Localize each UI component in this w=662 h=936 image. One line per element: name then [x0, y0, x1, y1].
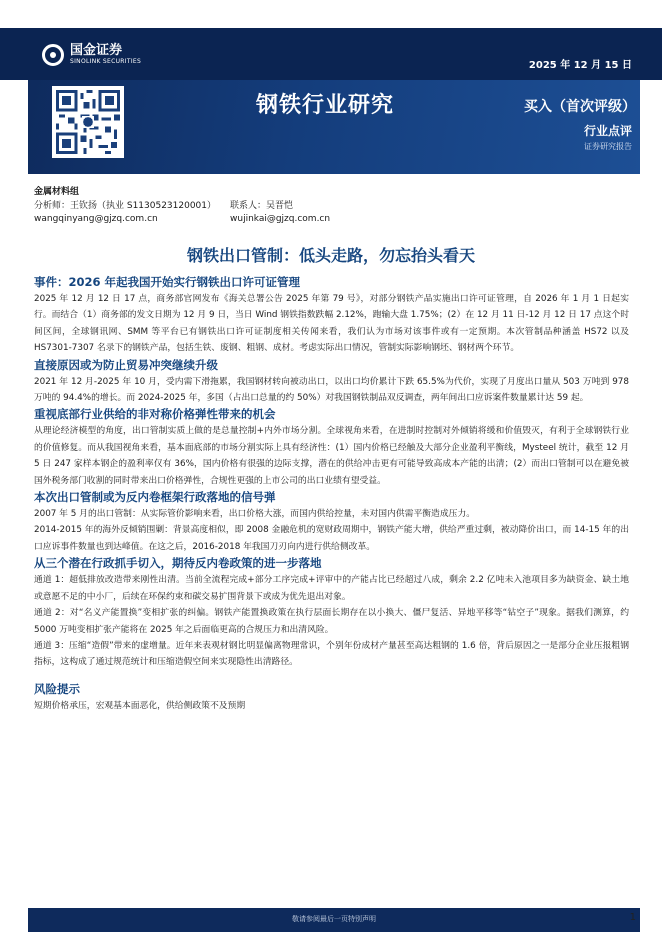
section-heading: 事件：2026 年起我国开始实行钢铁出口许可证管理 [34, 275, 301, 289]
section-heading: 直接原因或为防止贸易冲突继续升级 [34, 357, 218, 372]
logo-circle-icon [42, 44, 64, 66]
department: 金属材料组 [34, 187, 80, 197]
page-number: 1 [629, 912, 636, 923]
section-paragraph: 通道 2：对“名义产能置换”变相扩张的纠偏。钢铁产能置换政策在执行层面长期存在以小换大、僵尸复活、异地平移等“钻空子”现象。据我们测算，约 5000 万吨变相扩张产能将在 2025 年之后面临更高的合规压力和出清风险。 [34, 608, 629, 635]
section-paragraph: 通道 3：压缩“造假”带来的虚增量。近年来表观材钢比明显偏离物理常识，个别年份成材产量甚至高达粗钢的 1.6 倍，背后原因之一是部分企业压报粗钢指标，这构成了通过规范统计和压缩造假空间来实现隐性出清路径。 [34, 640, 629, 668]
logo-name-cn: 国金证券 [70, 43, 123, 58]
logo-name-en: SINOLINK SECURITIES [70, 58, 142, 65]
analyst-email: wangqinyang@gjzq.com.cn [34, 214, 158, 224]
report-category: 证券研究报告 [584, 142, 632, 151]
analyst-info [34, 186, 330, 227]
analyst-name: 分析师：王钦扬（执业 S1130523120001） [34, 200, 217, 211]
qr-code-icon [52, 86, 124, 158]
section-paragraph: 2007 年 5 月的出口管制：从实际管价影响来看，出口价格大涨，而国内供给控量，未对国内供需平衡造成压力。 [34, 509, 476, 520]
industry-title: 钢铁行业研究 [256, 93, 395, 118]
risk-text: 短期价格承压，宏观基本面恶化，供给侧政策不及预期 [34, 700, 246, 711]
section-paragraph: 2025 年 12 月 12 日 17 点，商务部官网发布《海关总署公告 2025 年第 79 号》，对部分钢铁产品实施出口许可证管理，自 2026 年 1 月 1 日起实行。而结合（1）商务部的发文日期为 12 月 9 日，当日 Wind 钢铁指数跌幅 2.12%，跑输大盘 1.75%；(2）在 12 月 11 日-12 月 12 日 17 点这个时间区间，全球钢讯网、SMM 等平台已有钢铁出口许可证制度相关传闻来看，我们认为市场对该事件或有一定预期。本次管制品种涵盖 HS72 以及 HS7301-7307 名录下的钢铁产品，包括生铁、废钢、粗钢、成材。考虑实际出口情况，管制实际影响钢坯、钢材两个环节。 [34, 294, 629, 354]
risk-heading: 风险提示 [34, 681, 80, 696]
section-heading: 从三个潜在行政抓手切入，期待反内卷政策的进一步落地 [34, 556, 322, 571]
section-paragraph: 2014-2015 年的海外反倾销围剿：背景高度相似，即 2008 金融危机的宽财政周期中，钢铁产能大增，供给严重过剩，被动降价出口，而 14-15 年的出口应诉事件数量也到达峰值。在这之后，2016-2018 年我国刀刃向内进行供给侧改革。 [34, 525, 629, 552]
page-footer [28, 908, 640, 932]
footer-disclaimer: 敬请参阅最后一页特别声明 [292, 915, 376, 923]
section-paragraph: 从理论经济模型的角度，出口管制实质上做的是总量控制+内外市场分割。全球视角来看，在进制时控制对外倾销将缓和价值毁灭，有利于全球钢铁行业的价值修复。而从我国视角来看，基本面底部的市场分割实际上具有经济性：(1）国内价格已经触及大部分企业盈利平衡线，Mysteel 统计，截至 12 月 5 日 247 家样本钢企的盈利率仅有 36%，国内价格有很强的边际支撑，潜在的供给冲击更有可能导致高成本产能的出清；(2）而出口管制可以在避免被国外税务部门收割的同时带来出口价格弹性，合规性更强的上市公司的出口业绩有望受益。 [34, 426, 629, 486]
section-heading: 重视底部行业供给的非对称价格弹性带来的机会 [34, 407, 276, 422]
section-heading: 本次出口管制或为反内卷框架行政落地的信号弹 [34, 490, 276, 505]
section-paragraph: 通道 1：超低排放改造带来刚性出清。当前全流程完成+部分工序完成+评审中的产能占比已经超过八成，剩余 2.2 亿吨未入池项目多为缺资金、缺土地或意愿不足的中小厂，后续在环保约束和碳交易扩围背景下或成为优先退出对象。 [34, 575, 629, 602]
contact-email: wujinkai@gjzq.com.cn [230, 214, 331, 224]
brand-logo [42, 44, 141, 66]
report-date: 2025 年 12 月 15 日 [528, 60, 632, 71]
section-paragraph: 2021 年 12 月-2025 年 10 月，受内需下滑拖累，我国钢材转向被动出口，以出口均价累计下跌 65.5%为代价，实现了月度出口量从 503 万吨到 978 万吨的 94.4%的增长。而 2024-2025 年，多国（占出口总量的约 50%）对我国钢铁制品双反调查，两年间出口应诉案件数量累计达 59 起。 [34, 376, 629, 404]
rating-badge: 买入（首次评级） [524, 99, 636, 115]
report-type: 行业点评 [583, 124, 632, 138]
report-body [34, 274, 629, 714]
report-header [0, 0, 662, 180]
main-title: 钢铁出口管制：低头走路，勿忘抬头看天 [186, 246, 475, 265]
contact-name: 联系人：吴晋恺 [230, 200, 294, 211]
